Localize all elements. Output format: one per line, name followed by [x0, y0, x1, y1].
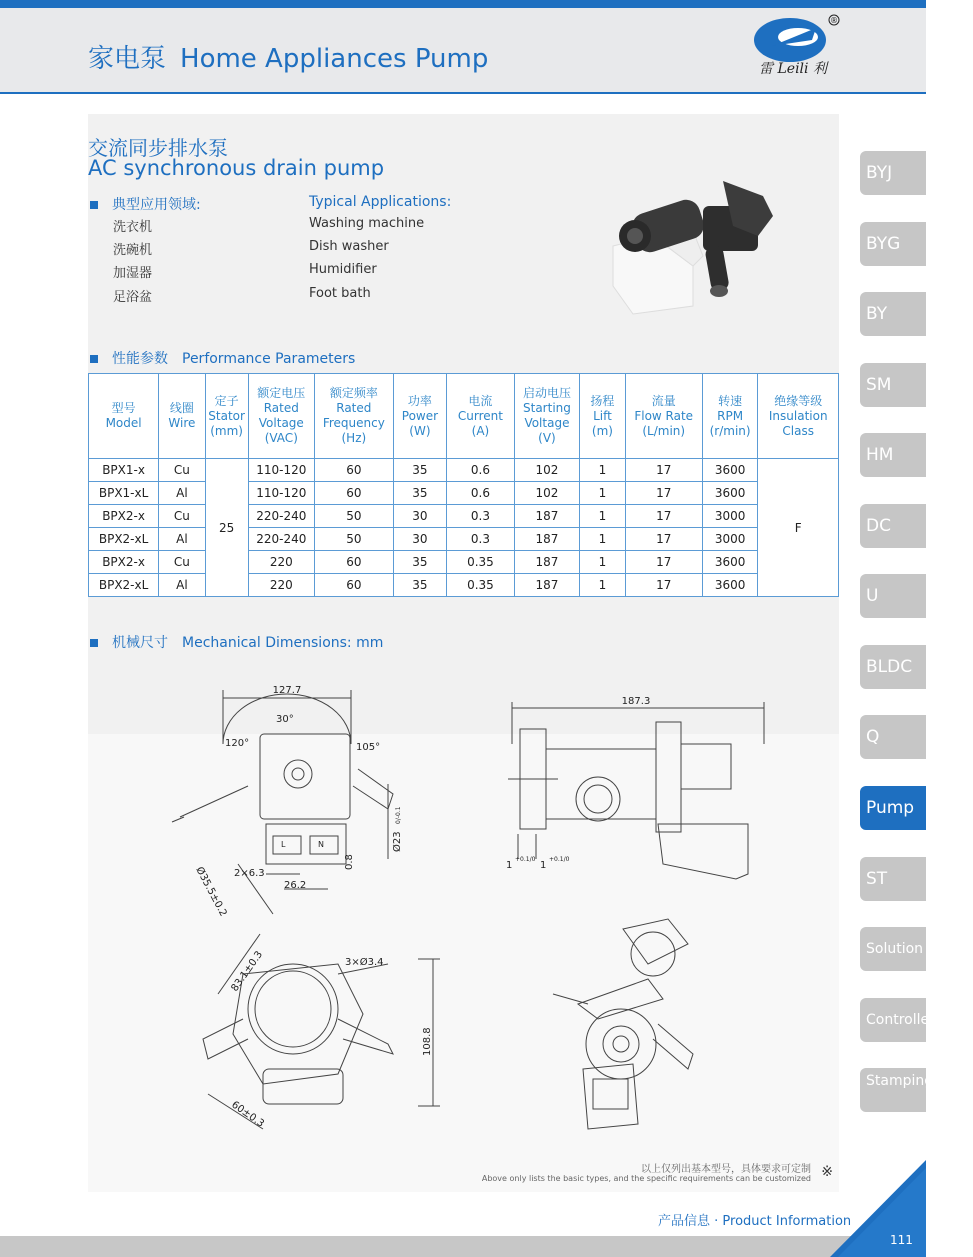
performance-table	[88, 373, 839, 597]
logo-wordmark	[752, 58, 834, 78]
table-cell-power: 35	[393, 482, 447, 505]
page-title-en: Home Appliances Pump	[180, 44, 489, 74]
table-cell-power: 30	[393, 528, 447, 551]
header-line-cn: 型号	[111, 401, 136, 415]
table-body	[89, 459, 839, 597]
header-line-cn: 流量	[651, 393, 676, 408]
dim-holes: 3×Ø3.4	[345, 957, 384, 968]
header-line-unit: (VAC)	[264, 431, 298, 445]
dim-dia-23: Ø23	[392, 831, 403, 852]
dim-height: 108.8	[422, 1027, 433, 1056]
table-cell-rpm: 3600	[702, 574, 758, 597]
header-line-unit: (V)	[538, 431, 556, 445]
table-row	[89, 459, 839, 482]
dim-tol-23: 0/-0.1	[395, 806, 402, 824]
header-line-en: Lift	[593, 408, 612, 423]
table-cell-freq: 50	[315, 505, 394, 528]
table-cell-wire: Cu	[159, 459, 206, 482]
header-line-en: Starting	[523, 401, 571, 415]
dim-width: 127.7	[272, 685, 302, 696]
bullet-icon	[90, 355, 98, 363]
label-n: N	[318, 840, 324, 849]
table-cell-wire: Al	[159, 482, 206, 505]
header-line-en2: Frequency	[322, 416, 385, 430]
table-header-cell	[580, 374, 625, 459]
note-cn: 以上仅列出基本型号，具体要求可定制	[641, 1164, 811, 1175]
table-cell-power: 35	[393, 574, 447, 597]
table-row	[89, 528, 839, 551]
header-line-en: RPM	[717, 408, 744, 423]
header-line-en: Insulation	[768, 408, 828, 423]
table-header-cell	[393, 374, 447, 459]
mechanical-heading-en: Mechanical Dimensions: mm	[182, 635, 384, 651]
bullet-icon	[90, 639, 98, 647]
side-tab-byj[interactable]: BYJ	[860, 151, 926, 195]
side-view-drawing	[508, 702, 764, 879]
table-cell-model: BPX2-xL	[89, 574, 159, 597]
table-row	[89, 574, 839, 597]
table-header-cell	[248, 374, 314, 459]
table-cell-current: 0.6	[447, 482, 514, 505]
logo-script: Leili	[777, 61, 809, 77]
table-cell-freq: 50	[315, 528, 394, 551]
table-cell-freq: 60	[315, 574, 394, 597]
logo-cn-1: 雷	[759, 61, 774, 77]
table-header-cell	[315, 374, 394, 459]
side-tab-by[interactable]: BY	[860, 292, 926, 336]
table-header-cell	[514, 374, 580, 459]
table-cell-rpm: 3600	[702, 551, 758, 574]
table-cell-flow: 17	[625, 528, 702, 551]
table-cell-power: 35	[393, 551, 447, 574]
table-row	[89, 482, 839, 505]
application-cn: 加湿器	[113, 266, 153, 281]
section-title-cn: 交流同步排水泵	[88, 136, 228, 160]
table-cell-flow: 17	[625, 574, 702, 597]
note-en: Above only lists the basic types, and the specific requirements can be customized	[481, 1174, 811, 1183]
table-cell-current: 0.35	[447, 551, 514, 574]
header-line-en: Current	[457, 408, 503, 423]
page-title-cn: 家电泵	[88, 44, 167, 74]
table-cell-current: 0.3	[447, 528, 514, 551]
application-cn: 洗衣机	[113, 220, 153, 235]
table-header-cell	[205, 374, 248, 459]
table-cell-model: BPX2-xL	[89, 528, 159, 551]
table-header-cell	[702, 374, 758, 459]
dim-831: 83.1±0.3	[229, 949, 266, 994]
footer-product-info: 产品信息 · Product Information	[658, 1214, 852, 1229]
side-tab-st[interactable]: ST	[860, 857, 926, 901]
table-cell-wire: Al	[159, 574, 206, 597]
table-row	[89, 551, 839, 574]
table-cell-lift: 1	[580, 574, 625, 597]
applications-heading-cn	[90, 194, 201, 214]
table-cell-start_v: 102	[514, 459, 580, 482]
application-cn: 洗碗机	[113, 243, 153, 258]
dim-angle-30: 30°	[276, 714, 294, 725]
table-cell-start_v: 102	[514, 482, 580, 505]
mechanical-drawings	[88, 674, 839, 1144]
table-cell-model: BPX1-x	[89, 459, 159, 482]
header-line-unit: (m)	[591, 423, 613, 438]
dim-offset-1b: 1	[540, 860, 547, 871]
bottom-view-drawing	[203, 934, 440, 1129]
side-tab-byg[interactable]: BYG	[860, 222, 926, 266]
stator-cell: 25	[205, 459, 248, 597]
table-cell-rpm: 3000	[702, 528, 758, 551]
side-tab-sm[interactable]: SM	[860, 363, 926, 407]
table-cell-start_v: 187	[514, 528, 580, 551]
table-cell-voltage: 110-120	[248, 482, 314, 505]
table-cell-flow: 17	[625, 505, 702, 528]
header-line-cn: 额定电压	[257, 386, 306, 400]
dim-262: 26.2	[284, 880, 307, 891]
application-en: Washing machine	[309, 216, 425, 231]
header-line-cn: 电流	[468, 393, 493, 408]
table-header-cell	[758, 374, 839, 459]
insulation-cell: F	[758, 459, 839, 597]
header-line-unit: (r/min)	[709, 423, 751, 438]
table-cell-current: 0.3	[447, 505, 514, 528]
registered-mark: ®	[830, 16, 838, 25]
table-cell-wire: Cu	[159, 505, 206, 528]
table-cell-model: BPX2-x	[89, 551, 159, 574]
side-tab-solution[interactable]: Solution	[860, 927, 926, 971]
table-cell-wire: Al	[159, 528, 206, 551]
table-header-cell	[447, 374, 514, 459]
header-line-en: Rated	[263, 401, 299, 415]
table-cell-start_v: 187	[514, 574, 580, 597]
header-line-en: Wire	[168, 416, 196, 430]
bullet-icon	[90, 201, 98, 209]
table-cell-lift: 1	[580, 482, 625, 505]
dim-tol-1b: +0.1/0	[549, 856, 570, 863]
table-cell-model: BPX2-x	[89, 505, 159, 528]
dim-08: 0.8	[344, 854, 355, 870]
table-cell-freq: 60	[315, 551, 394, 574]
side-tab-pump[interactable]: Pump	[860, 786, 926, 830]
header-line-en: Model	[105, 416, 142, 430]
header-line-en: Stator	[208, 408, 245, 423]
top-stripe	[0, 0, 926, 8]
table-header-cell	[159, 374, 206, 459]
table-cell-flow: 17	[625, 551, 702, 574]
application-en: Foot bath	[309, 286, 371, 301]
performance-heading-cn: 性能参数	[112, 351, 168, 367]
table-header-row	[89, 374, 839, 459]
table-cell-rpm: 3000	[702, 505, 758, 528]
table-cell-lift: 1	[580, 459, 625, 482]
table-cell-voltage: 220-240	[248, 505, 314, 528]
table-cell-model: BPX1-xL	[89, 482, 159, 505]
table-cell-rpm: 3600	[702, 459, 758, 482]
side-tab-hm[interactable]: HM	[860, 433, 926, 477]
mechanical-heading	[90, 632, 383, 652]
header-line-en: Flow Rate	[634, 408, 694, 423]
header-line-cn: 定子	[214, 393, 239, 408]
header-line-en: Rated	[336, 401, 372, 415]
application-en: Humidifier	[309, 262, 377, 277]
mechanical-heading-cn: 机械尺寸	[112, 635, 168, 651]
table-cell-voltage: 220-240	[248, 528, 314, 551]
header-line-en: Power	[401, 408, 439, 423]
note-mark: ※	[821, 1164, 833, 1180]
dim-dia-35: Ø35.5±0.2	[193, 865, 229, 919]
table-cell-freq: 60	[315, 459, 394, 482]
application-cn: 足浴盆	[113, 290, 153, 305]
header-line-unit: (W)	[409, 423, 431, 438]
table-cell-start_v: 187	[514, 551, 580, 574]
dim-2x63: 2×6.3	[234, 868, 265, 879]
header-line-unit: (mm)	[210, 423, 243, 438]
side-tab-bldc[interactable]: BLDC	[860, 645, 926, 689]
table-cell-current: 0.35	[447, 574, 514, 597]
table-cell-voltage: 110-120	[248, 459, 314, 482]
table-cell-rpm: 3600	[702, 482, 758, 505]
header-line-en2: Class	[782, 423, 814, 438]
side-tab-controller[interactable]: Controller	[860, 998, 926, 1042]
dim-tol-1a: +0.1/0	[515, 856, 536, 863]
table-row	[89, 505, 839, 528]
header-line-en2: Voltage	[524, 416, 570, 430]
table-cell-voltage: 220	[248, 574, 314, 597]
header-line-unit: (Hz)	[341, 431, 367, 445]
section-title-en: AC synchronous drain pump	[88, 156, 385, 180]
header-line-cn: 转速	[718, 393, 743, 408]
table-cell-flow: 17	[625, 459, 702, 482]
logo-cn-2: 利	[812, 61, 827, 77]
table-cell-flow: 17	[625, 482, 702, 505]
side-tab-q[interactable]: Q	[860, 715, 926, 759]
table-cell-freq: 60	[315, 482, 394, 505]
dim-angle-105: 105°	[356, 742, 381, 753]
table-cell-lift: 1	[580, 505, 625, 528]
table-cell-voltage: 220	[248, 551, 314, 574]
table-cell-lift: 1	[580, 551, 625, 574]
application-en: Dish washer	[309, 239, 389, 254]
header-line-cn: 启动电压	[522, 386, 571, 400]
header-line-en2: Voltage	[258, 416, 304, 430]
table-cell-wire: Cu	[159, 551, 206, 574]
table-cell-lift: 1	[580, 528, 625, 551]
header-line-cn: 线圈	[169, 401, 194, 415]
page-number: 111	[890, 1233, 913, 1247]
table-cell-start_v: 187	[514, 505, 580, 528]
applications-heading-en: Typical Applications:	[309, 194, 452, 210]
table-header-cell	[89, 374, 159, 459]
header-line-unit: (L/min)	[642, 423, 686, 438]
side-tab-dc[interactable]: DC	[860, 504, 926, 548]
header-line-cn: 额定频率	[329, 386, 378, 400]
content-panel	[88, 114, 839, 1192]
table-header-cell	[625, 374, 702, 459]
applications-heading-cn-text: 典型应用领域:	[112, 197, 201, 213]
page-title	[88, 38, 488, 75]
side-tab-stamping-parts[interactable]: Stamping Parts	[860, 1068, 926, 1112]
bottom-bar	[0, 1236, 926, 1257]
header-line-cn: 功率	[407, 393, 432, 408]
side-tab-u[interactable]: U	[860, 574, 926, 618]
header-line-cn: 绝缘等级	[774, 393, 823, 408]
dim-length: 187.3	[621, 696, 651, 707]
table-cell-power: 30	[393, 505, 447, 528]
table-cell-power: 35	[393, 459, 447, 482]
performance-heading-en: Performance Parameters	[182, 351, 356, 367]
performance-heading	[90, 348, 355, 368]
pump-photo	[593, 176, 793, 316]
dim-offset-1a: 1	[506, 860, 513, 871]
dim-angle-120: 120°	[225, 738, 250, 749]
header-line-unit: (A)	[471, 423, 490, 438]
table-cell-current: 0.6	[447, 459, 514, 482]
isometric-view-drawing	[553, 919, 693, 1129]
header-line-cn: 扬程	[590, 393, 615, 408]
dim-60: 60±0.3	[229, 1099, 266, 1130]
label-l: L	[281, 840, 286, 849]
